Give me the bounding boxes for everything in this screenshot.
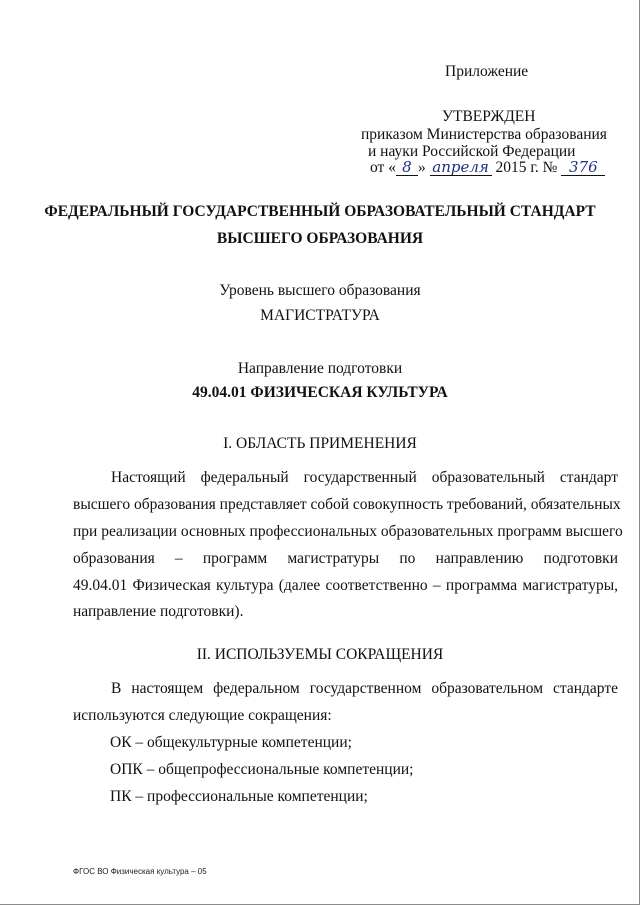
section-1-line: при реализации основных профессиональных образовательных программ высшего — [73, 523, 623, 540]
document-title-line-1: ФЕДЕРАЛЬНЫЙ ГОСУДАРСТВЕННЫЙ ОБРАЗОВАТЕЛЬНЫЙ СТАНДАРТ — [44, 203, 596, 220]
date-day: 8 — [396, 160, 418, 176]
date-year: 2015 г. № — [495, 159, 558, 176]
date-mid: » — [417, 159, 426, 176]
section-1-line: Настоящий федеральный государственный образовательный стандарт — [111, 469, 618, 486]
level-value: МАГИСТРАТУРА — [260, 307, 380, 324]
abbreviation-item: ПК – профессиональные компетенции; — [110, 788, 368, 805]
date-prefix: от « — [370, 159, 396, 176]
approved-label: УТВЕРЖДЕН — [442, 108, 536, 125]
order-date-line — [370, 159, 605, 177]
abbreviation-item: ОК – общекультурные компетенции; — [110, 734, 352, 751]
page-footer: ФГОС ВО Физическая культура – 05 — [73, 867, 207, 876]
appendix-label: Приложение — [445, 63, 529, 80]
section-1-line: высшего образования представляет собой совокупность требований, обязательных — [73, 496, 621, 513]
document-title-line-2: ВЫСШЕГО ОБРАЗОВАНИЯ — [216, 230, 424, 247]
section-1-heading: I. ОБЛАСТЬ ПРИМЕНЕНИЯ — [223, 435, 417, 452]
direction-label: Направление подготовки — [237, 360, 403, 377]
order-number: 376 — [561, 160, 605, 176]
section-2-heading: II. ИСПОЛЬЗУЕМЫ СОКРАЩЕНИЯ — [196, 646, 444, 663]
date-month: апреля — [430, 160, 492, 176]
section-1-line: образования – программ магистратуры по направлению подготовки — [73, 550, 618, 567]
section-1-line: 49.04.01 Физическая культура (далее соответственно – программа магистратуры, — [73, 577, 618, 594]
section-1-line: направление подготовки). — [73, 603, 244, 620]
order-line-1: приказом Министерства образования — [361, 126, 607, 143]
order-line-2: и науки Российской Федерации — [368, 143, 576, 160]
direction-value: 49.04.01 ФИЗИЧЕСКАЯ КУЛЬТУРА — [192, 384, 448, 401]
abbreviation-item: ОПК – общепрофессиональные компетенции; — [110, 761, 414, 778]
section-2-line: В настоящем федеральном государственном образовательном стандарте — [111, 680, 618, 697]
section-2-line: используются следующие сокращения: — [73, 707, 332, 724]
level-label: Уровень высшего образования — [219, 282, 421, 299]
